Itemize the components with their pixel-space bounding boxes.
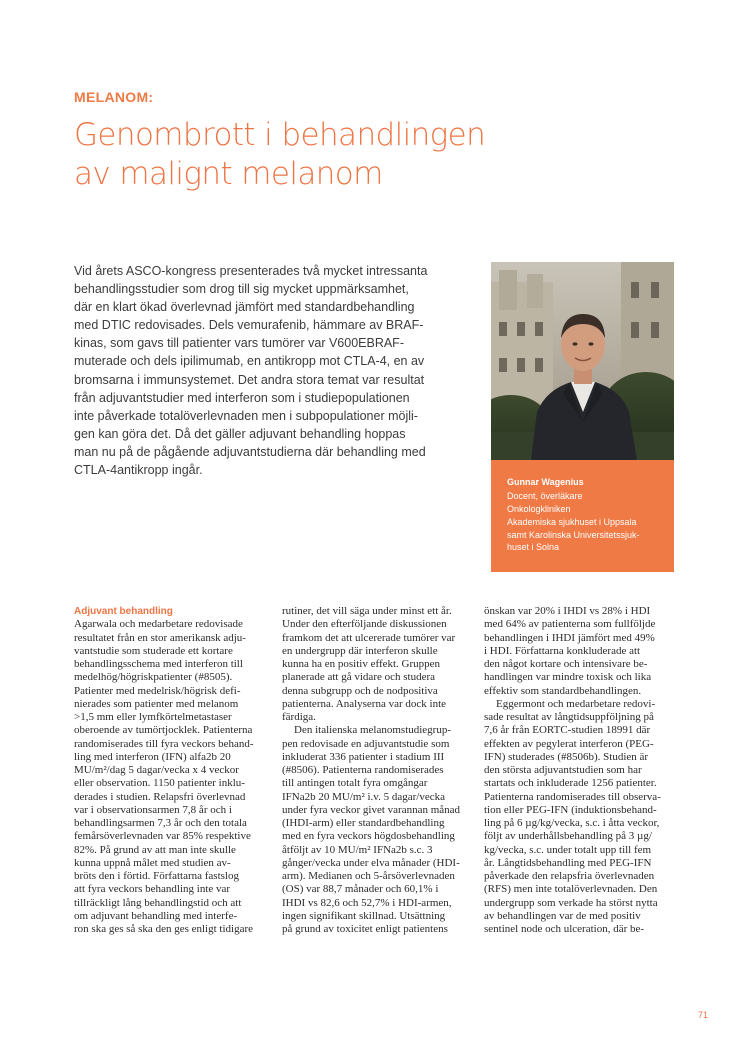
body-column-1 — [74, 605, 264, 936]
body-line: kunna uppnå målet med studien av- — [74, 856, 231, 869]
body-line: Den italienska melanomstudiegrup- — [294, 724, 452, 737]
intro-line: CTLA-4antikropp ingår. — [74, 463, 203, 478]
author-affiliation — [507, 490, 664, 554]
body-line: ling på 6 µg/kg/vecka, s.c. i åtta veckor, — [484, 817, 660, 829]
body-line: av behandlingen var de med positiv — [484, 909, 641, 922]
body-line: (IHDI-arm) eller standardbehandling — [282, 817, 445, 829]
body-line: under fyra veckor givet varannan månad — [282, 803, 461, 816]
section-kicker: MELANOM: — [74, 89, 154, 105]
body-line: kunna ha en positiv effekt. Gruppen — [282, 658, 441, 670]
body-line: åtföljt av 10 MU/m² IFNa2b s.c. 3 — [282, 843, 433, 856]
body-line: handlingen var mindre toxisk och lika — [484, 671, 652, 684]
body-line: sade resultat av långtidsuppföljning på — [484, 711, 654, 723]
body-line: resultatet från en stor amerikansk adju- — [74, 631, 246, 644]
body-line: femårsöverlevnaden var 85% respektive — [74, 830, 251, 843]
author-title-line: Akademiska sjukhuset i Uppsala — [507, 516, 637, 527]
body-line: IFNa2b 20 MU/m² i.v. 5 dagar/vecka — [282, 790, 445, 803]
body-line: effekten av pegylerat interferon (PEG- — [484, 737, 654, 750]
body-line: i HDI. Författarna konkluderade att — [484, 644, 641, 657]
body-line: om adjuvant behandling med interfe- — [74, 909, 238, 922]
section-heading: Adjuvant behandling — [74, 606, 173, 617]
body-line: pen redovisade en adjuvantstudie som — [282, 737, 450, 750]
author-caption — [491, 460, 674, 572]
body-line: tion eller PEG-IFN (induktionsbehand- — [484, 803, 657, 816]
intro-paragraph — [74, 262, 474, 479]
body-line: framkom det att ulcererade tumörer var — [282, 631, 456, 644]
body-line: sentinel node och ulceration, där be- — [484, 923, 645, 935]
intro-line: man nu på de pågående adjuvantstudierna där behandling med — [74, 444, 426, 459]
intro-line: Vid årets ASCO-kongress presenterades två mycket intressanta — [74, 264, 428, 278]
body-line: undergrupp som verkade ha störst nytta — [484, 896, 658, 909]
body-line: denna subgrupp och de nodpositiva — [282, 684, 438, 697]
body-column-2 — [282, 605, 472, 936]
intro-line: där en klart ökad överlevnad jämfört med standardbehandling — [74, 300, 415, 315]
body-line: rutiner, det vill säga under minst ett år. — [282, 605, 452, 617]
body-column-3 — [484, 605, 674, 936]
body-line: 7,6 år från EORTC-studien 18991 där — [484, 724, 651, 737]
body-line: MU/m²/dag 5 dagar/vecka x 4 veckor — [74, 764, 239, 776]
intro-line: gen kan göra det. Då det gäller adjuvant behandling hoppas — [74, 426, 406, 441]
body-line: behandlingen i IHDI jämfört med 49% — [484, 631, 655, 644]
body-line: ling med interferon (IFN) alfa2b 20 — [74, 750, 231, 763]
body-line: tillräckligt lång behandlingstid och att — [74, 896, 242, 909]
body-line: med en fyra veckors högdosbehandling — [282, 830, 455, 843]
body-line: att fyra veckors behandling inte var — [74, 883, 231, 896]
body-line: randomiserades till fyra veckors behand- — [74, 737, 254, 750]
body-line: (RFS) men inte totalöverlevnaden. Den — [484, 883, 658, 896]
body-line: år. Långtidsbehandling med PEG-IFN — [484, 856, 652, 869]
body-line: arm). Medianen och 5-årsöverlevnaden — [282, 870, 455, 882]
body-line: 82%. På grund av att man inte skulle — [74, 843, 236, 856]
body-line: den något kortare och intensivare be- — [484, 658, 648, 670]
body-line: oberoende av tumörtjocklek. Patienterna — [74, 724, 253, 737]
body-line: patienterna. Analyserna var dock inte — [282, 697, 447, 710]
body-line: medelhög/högriskpatienter (#8505). — [74, 671, 233, 684]
body-line: Under den efterföljande diskussionen — [282, 618, 447, 631]
title-line: Genombrott i behandlingen — [74, 117, 486, 153]
body-line: önskan var 20% i IHDI vs 28% i HDI — [484, 605, 651, 617]
intro-line: behandlingsstudier som drog till sig mycket uppmärksamhet, — [74, 282, 409, 297]
body-line: Patienterna randomiserades till observa- — [484, 790, 661, 803]
body-line: vantstudie som studerade ett kortare — [74, 644, 233, 657]
body-line: >1,5 mm eller lymfkörtelmetastaser — [74, 711, 232, 723]
body-line: kg/vecka, s.c. under totalt upp till fem — [484, 843, 652, 856]
body-line: med 64% av patienterna som fullföljde — [484, 618, 656, 631]
intro-line: muterade och dels ipilimumab, en antikropp mot CTLA-4, en av — [74, 354, 425, 369]
author-title-line: Onkologkliniken — [507, 504, 571, 515]
author-title-line: huset i Solna — [507, 542, 560, 553]
body-line: bröts den i förtid. Författarna fastslog — [74, 870, 239, 882]
intro-line: kinas, som gavs till patienter vars tumörer var V600EBRAF- — [74, 336, 404, 351]
body-line: gånger/vecka under elva månader (HDI- — [282, 856, 460, 869]
body-line: på grund av toxicitet enligt patientens — [282, 923, 448, 935]
body-line: Patienter med medelrisk/högrisk defi- — [74, 684, 241, 697]
body-line: nierades som patienter med melanom — [74, 697, 239, 710]
body-line: startats och inkluderade 1256 patienter. — [484, 777, 657, 790]
intro-line: från adjuvantstudier med interferon som i studiepopulationen — [74, 390, 410, 405]
body-line: påverkade den relapsfria överlevnaden — [484, 870, 655, 882]
body-line: Eggermont och medarbetare redovi- — [496, 697, 656, 710]
body-line: följt av underhållsbehandling på 3 µg/ — [484, 830, 652, 843]
body-line: derades i studien. Relapsfri överlevnad — [74, 790, 246, 803]
body-line: planerade att gå vidare och studera — [282, 671, 436, 684]
body-line: behandlingsarmen 7,3 år och den totala — [74, 817, 247, 829]
article-title — [74, 116, 544, 194]
body-line: eller observation. 1150 patienter inklu- — [74, 777, 245, 790]
body-line: effektiv som standardbehandlingen. — [484, 684, 642, 697]
intro-line: bromsarna i immunsystemet. Det andra stora temat var resultat — [74, 372, 425, 387]
body-line: (OS) var 88,7 månader och 60,1% i — [282, 883, 439, 896]
author-photo — [491, 262, 674, 460]
body-line: ron ska ges så ska den ges enligt tidigare — [74, 923, 254, 935]
body-line: Agarwala och medarbetare redovisade — [74, 618, 243, 631]
body-line: var i observationsarmen 7,8 år och i — [74, 803, 232, 816]
intro-line: med DTIC redovisades. Dels vemurafenib, hämmare av BRAF- — [74, 318, 424, 333]
author-name: Gunnar Wagenius — [507, 477, 584, 487]
body-line: en undergrupp där interferon skulle — [282, 644, 438, 657]
author-title-line: samt Karolinska Universitetssjuk- — [507, 529, 640, 540]
body-line: inkluderat 336 patienter i stadium III — [282, 750, 445, 763]
page-number: 71 — [698, 1010, 709, 1020]
body-line: ingen signifikant skillnad. Utsättning — [282, 909, 446, 922]
title-line: av malignt melanom — [74, 156, 383, 192]
intro-line: inte påverkade totalöverlevnaden men i subpopulationer möjli- — [74, 408, 418, 423]
author-title-line: Docent, överläkare — [507, 491, 583, 502]
body-line: behandlingsschema med interferon till — [74, 658, 243, 670]
body-line: (#8506). Patienterna randomiserades — [282, 764, 444, 776]
body-line: den största adjuvantstudien som har — [484, 764, 642, 776]
body-line: färdiga. — [282, 711, 316, 723]
body-line: IHDI vs 82,6 och 52,7% i HDI-armen, — [282, 896, 452, 909]
body-line: IFN) studerades (#8506b). Studien är — [484, 750, 649, 763]
body-line: till antingen totalt fyra omgångar — [282, 777, 428, 790]
